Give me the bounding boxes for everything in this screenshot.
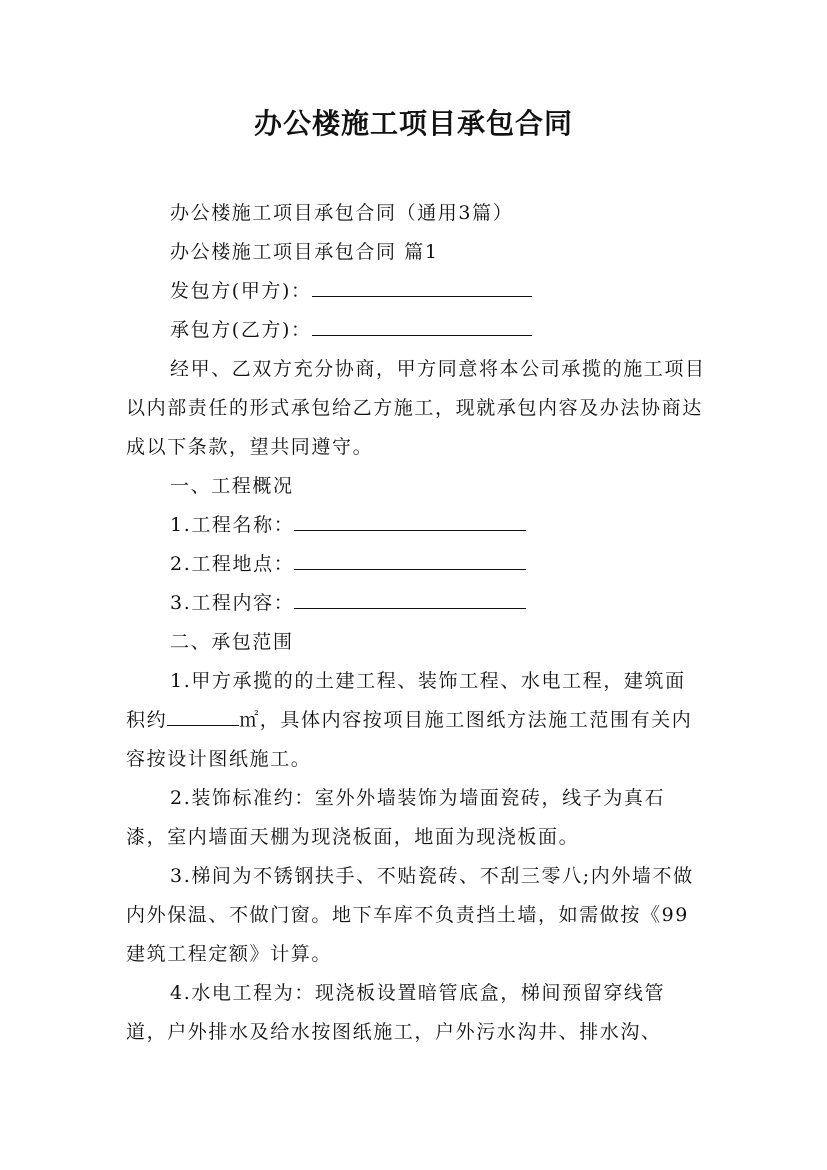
- party-b-label: 承包方(乙方)：: [170, 319, 312, 341]
- project-content-label: 3.工程内容：: [170, 592, 295, 614]
- collection-title: 办公楼施工项目承包合同（通用3篇）: [170, 202, 514, 224]
- project-name-line: [126, 506, 706, 545]
- party-a-label: 发包方(甲方)：: [170, 280, 312, 302]
- scope1-text-after: ㎡，具体内容按项目施工图纸方法施工范围有关内容按设计图纸施工。: [126, 709, 693, 770]
- scope1-text-before: 1.甲方承揽的的土建工程、装饰工程、水电工程，建筑面积约: [126, 670, 686, 731]
- project-location-blank: [294, 545, 526, 570]
- party-a-line: [126, 272, 706, 311]
- project-content-line: [126, 584, 706, 623]
- project-content-blank: [294, 584, 526, 609]
- project-location-line: [126, 545, 706, 584]
- project-location-label: 2.工程地点：: [170, 553, 295, 575]
- part-title: 办公楼施工项目承包合同 篇1: [170, 241, 439, 263]
- party-b-blank: [312, 311, 532, 336]
- scope-item-1: [126, 662, 706, 779]
- project-name-blank: [294, 506, 526, 531]
- document-body: [126, 194, 706, 1052]
- scope-item-2: 2.装饰标准约：室外外墙装饰为墙面瓷砖，线子为真石漆，室内墙面天棚为现浇板面，地面为现浇板面。: [126, 787, 666, 848]
- area-blank: [167, 701, 239, 726]
- intro-paragraph: 经甲、乙双方充分协商，甲方同意将本公司承揽的施工项目以内部责任的形式承包给乙方施工，现就承包内容及办法协商达成以下条款，望共同遵守。: [126, 358, 706, 458]
- scope-item-4: 4.水电工程为：现浇板设置暗管底盒，梯间预留穿线管道，户外排水及给水按图纸施工，户外污水沟井、排水沟、: [126, 982, 666, 1043]
- document-title: 办公楼施工项目承包合同: [253, 107, 573, 140]
- party-a-blank: [312, 272, 532, 297]
- scope-item-3: 3.梯间为不锈钢扶手、不贴瓷砖、不刮三零八;内外墙不做内外保温、不做门窗。地下车库不负责挡土墙，如需做按《99建筑工程定额》计算。: [126, 865, 694, 965]
- party-b-line: [126, 311, 706, 350]
- section2-heading: 二、承包范围: [170, 631, 294, 653]
- project-name-label: 1.工程名称：: [170, 514, 295, 536]
- section1-heading: 一、工程概况: [170, 475, 294, 497]
